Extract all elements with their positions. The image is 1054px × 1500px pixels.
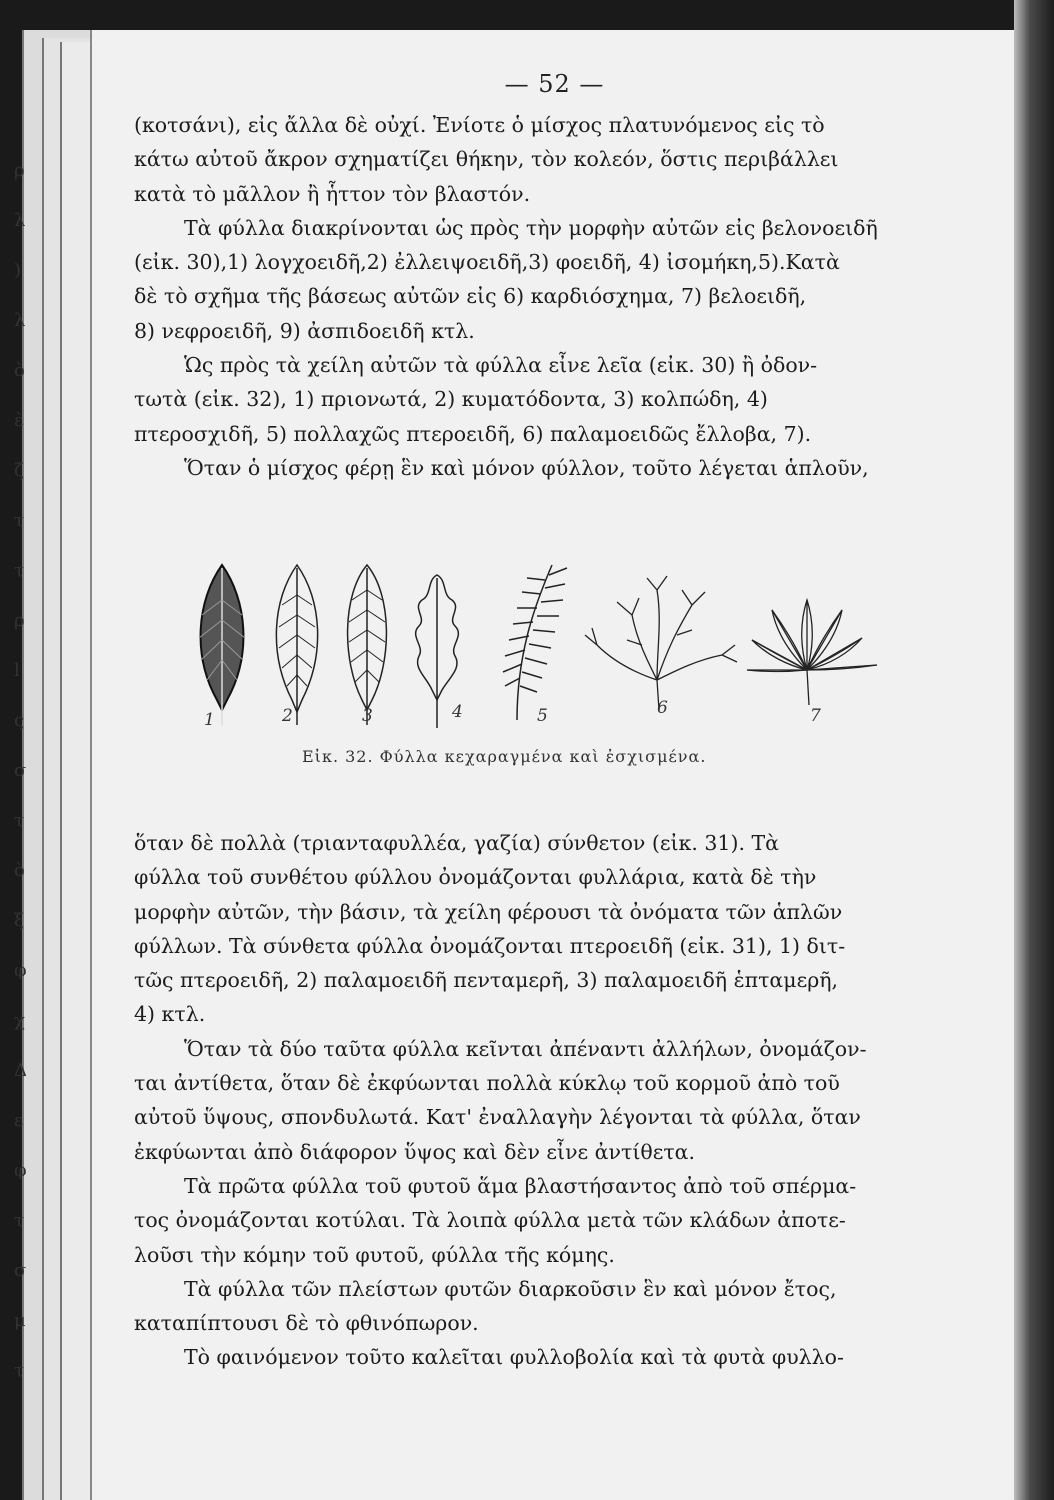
margin-glyph: ὸ (14, 860, 25, 881)
text-line: (κοτσάνι), εἰς ἄλλα δὲ οὐχί. Ἐνίοτε ὁ μίσχος πλατυνόμενος εἰς τὸ (134, 113, 825, 137)
leaf-7-illustration (747, 600, 877, 705)
margin-glyph: τ (14, 560, 24, 581)
book-page (90, 30, 1017, 1500)
figure-label-3: 3 (362, 706, 373, 726)
margin-glyph: τ (14, 810, 24, 831)
text-line: Τὸ φαινόμενον τοῦτο καλεῖται φυλλοβολία καὶ τὰ φυτὰ φυλλο- (184, 1345, 844, 1370)
margin-glyph: ε (14, 1110, 24, 1131)
text-line: δὲ τὸ σχῆμα τῆς βάσεως αὐτῶν εἰς 6) καρδιόσχημα, 7) βελοειδῆ, (134, 284, 807, 309)
text-line: Τὰ φύλλα διακρίνονται ὡς πρὸς τὴν μορφὴν αὐτῶν εἰς βελονοειδῆ (184, 215, 878, 240)
text-line: φύλλα τοῦ συνθέτου φύλλου ὀνομάζονται φυλλάρια, κατὰ δὲ τὴν (134, 865, 817, 890)
figure-label-6: 6 (657, 698, 668, 718)
leaf-6-illustration (585, 576, 737, 710)
paragraph (134, 826, 934, 1032)
text-line: ἐκφύωνται ἀπὸ διάφορον ὕψος καὶ δὲν εἶνε ἀντίθετα. (134, 1139, 696, 1164)
margin-glyph: φ (14, 960, 27, 981)
adjacent-page-margin-glyphs (14, 160, 44, 1420)
text-line: Ὡς πρὸς τὰ χείλη αὐτῶν τὰ φύλλα εἶνε λεῖα (εἰκ. 30) ἢ ὀδον- (184, 353, 818, 378)
text-line: Τὰ πρῶτα φύλλα τοῦ φυτοῦ ἅμα βλαστήσαντος ἀπὸ τοῦ σπέρμα- (184, 1173, 857, 1198)
margin-glyph: ξ (14, 910, 24, 931)
figure-label-2: 2 (282, 706, 293, 726)
paragraph (134, 1272, 934, 1341)
paragraph (134, 451, 934, 485)
text-line: τωτὰ (εἰκ. 32), 1) πριονωτά, 2) κυματόδοντα, 3) κολπώδη, 4) (134, 387, 768, 412)
margin-glyph: ρ (14, 610, 25, 631)
text-line: ὅταν δὲ πολλὰ (τριανταφυλλέα, γαζία) σύνθετον (εἰκ. 31). Τὰ (134, 831, 780, 855)
margin-glyph: σ (14, 1260, 27, 1281)
text-line: μορφὴν αὐτῶν, τὴν βάσιν, τὰ χείλη φέρουσι τὰ ὀνόματα τῶν ἁπλῶν (134, 899, 843, 924)
figure-label-5: 5 (537, 706, 548, 726)
top-text-block (134, 108, 934, 485)
margin-glyph: λ (14, 210, 26, 231)
leaf-3-illustration (348, 565, 387, 725)
margin-glyph: χ (14, 1010, 25, 1031)
margin-glyph: ὲ (14, 410, 24, 431)
text-line: πτεροσχιδῆ, 5) πολλαχῶς πτεροειδῆ, 6) παλαμοειδῶς ἔλλοβα, 7). (134, 421, 812, 446)
figure-label-1: 1 (204, 710, 215, 730)
margin-glyph: φ (14, 1160, 27, 1181)
paragraph (134, 108, 934, 211)
margin-glyph: τ (14, 1360, 24, 1381)
text-line: Ὅταν τὰ δύο ταῦτα φύλλα κεῖνται ἀπέναντι ἀλλήλων, ὀνομάζον- (184, 1036, 867, 1061)
margin-glyph: ζ (14, 460, 24, 481)
book-spine-shadow (1014, 0, 1054, 1500)
text-line: 4) κτλ. (134, 1002, 206, 1027)
paragraph (134, 1340, 934, 1374)
margin-glyph: ὸ (14, 360, 25, 381)
text-line: τος ὀνομάζονται κοτύλαι. Τὰ λοιπὰ φύλλα μετὰ τῶν κλάδων ἀποτε- (134, 1208, 846, 1233)
margin-glyph: μ (14, 1310, 26, 1331)
margin-glyph: ς (14, 710, 25, 731)
text-line: κατὰ τὸ μᾶλλον ἢ ἧττον τὸν βλαστόν. (134, 181, 531, 206)
text-line: λοῦσι τὴν κόμην τοῦ φυτοῦ, φύλλα τῆς κόμης. (134, 1242, 615, 1267)
text-line: Τὰ φύλλα τῶν πλείστων φυτῶν διαρκοῦσιν ἓν καὶ μόνον ἔτος, (184, 1276, 837, 1301)
margin-glyph: τ (14, 510, 24, 531)
paragraph (134, 211, 934, 348)
text-line: 8) νεφροειδῆ, 9) ἀσπιδοειδῆ κτλ. (134, 318, 475, 343)
text-line: φύλλων. Τὰ σύνθετα φύλλα ὀνομάζονται πτεροειδῆ (εἰκ. 31), 1) διτ- (134, 933, 846, 958)
figure-label-7: 7 (810, 706, 821, 726)
margin-glyph: λ (14, 310, 26, 331)
paragraph (134, 348, 934, 451)
text-line: τῶς πτεροειδῆ, 2) παλαμοειδῆ πενταμερῆ, 3) παλαμοειδῆ ἑπταμερῆ, (134, 968, 839, 993)
margin-glyph: σ (14, 760, 27, 781)
text-line: Ὅταν ὁ μίσχος φέρῃ ἓν καὶ μόνον φύλλον, τοῦτο λέγεται ἁπλοῦν, (184, 455, 869, 480)
margin-glyph: l (14, 660, 20, 681)
text-line: ται ἀντίθετα, ὅταν δὲ ἐκφύωνται πολλὰ κύκλῳ τοῦ κορμοῦ ἀπὸ τοῦ (134, 1071, 840, 1096)
figure-label-4: 4 (452, 702, 463, 722)
text-line: αὐτοῦ ὕψους, σπονδυλωτά. Κατ' ἐναλλαγὴν λέγονται τὰ φύλλα, ὅταν (134, 1105, 861, 1130)
paragraph (134, 1032, 934, 1169)
paragraph (134, 1169, 934, 1272)
leaf-1-illustration (199, 565, 245, 725)
text-line: κάτω αὐτοῦ ἄκρον σχηματίζει θήκην, τὸν κολεόν, ὅστις περιβάλλει (134, 147, 839, 172)
text-line: (εἰκ. 30),1) λογχοειδῆ,2) ἐλλειψοειδῆ,3) φοειδῆ, 4) ἰσομήκη,5).Κατὰ (134, 250, 840, 275)
text-line: καταπίπτουσι δὲ τὸ φθινόπωρον. (134, 1311, 479, 1336)
margin-glyph: Δ (14, 1060, 27, 1081)
margin-glyph: τ (14, 1210, 24, 1231)
leaf-2-illustration (276, 565, 317, 725)
margin-glyph: ρ (14, 160, 25, 181)
figure-caption: Εἰκ. 32. Φύλλα κεχαραγμένα καὶ ἐσχισμένα. (302, 747, 707, 766)
margin-glyph: ) (14, 260, 22, 281)
leaf-5-illustration (503, 565, 567, 720)
page-number: — 52 — (504, 70, 605, 98)
bottom-text-block (134, 826, 934, 1375)
